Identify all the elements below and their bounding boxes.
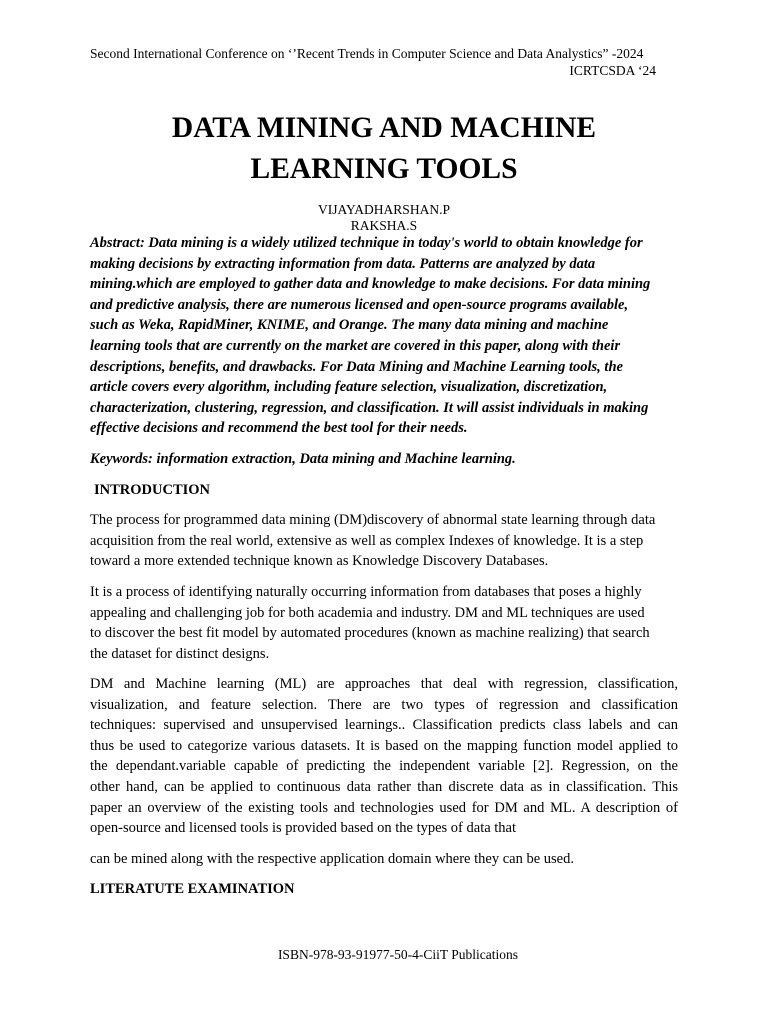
title-line-2: LEARNING TOOLS [250,153,518,185]
abstract-line: effective decisions and recommend the best tool for their needs. [90,420,468,437]
abstract-line: descriptions, benefits, and drawbacks. For Data Mining and Machine Learning tools, the [90,358,623,375]
section-heading-literature: LITERATUTE EXAMINATION [90,881,295,897]
section-heading-introduction: INTRODUCTION [94,482,211,498]
abstract-line: mining.which are employed to gather data and knowledge to make decisions. For data mining [90,276,651,293]
paragraph-line: appealing and challenging job for both academia and industry. DM and ML techniques are used [90,604,645,621]
paragraph-line: open-source and licensed tools is provided based on the types of data that [90,820,517,837]
paper-title [90,108,678,190]
paragraph-line: the dataset for distinct designs. [90,645,270,662]
paragraph-line: toward a more extended technique known as Knowledge Discovery Databases. [90,553,549,570]
abstract-line: such as Weka, RapidMiner, KNIME, and Orange. The many data mining and machine [90,317,609,334]
paragraph-line: thus be used to categorize various datasets. It is based on the mapping function model applied to [90,737,678,754]
abstract-line: article covers every algorithm, including feature selection, visualization, discretization, [90,379,608,396]
paragraph-line: techniques: supervised and unsupervised learnings.. Classification predicts class labels and can [90,717,678,734]
intro-paragraph-1 [90,510,678,572]
abstract-line: learning tools that are currently on the market are covered in this paper, along with their [90,337,621,354]
conference-acronym: ICRTCSDA ‘24 [569,63,656,78]
paragraph-line: DM and Machine learning (ML) are approaches that deal with regression, classification, [90,676,678,692]
paragraph-line: It is a process of identifying naturally occurring information from databases that poses a highly [90,584,642,600]
paragraph-line: paper an overview of the existing tools and technologies used for DM and ML. A description of [90,799,678,816]
intro-paragraph-2 [90,582,678,664]
abstract-line: making decisions by extracting information from data. Patterns are analyzed by data [90,255,596,272]
paragraph-line: can be mined along with the respective application domain where they can be used. [90,851,574,867]
intro-paragraph-3 [90,674,678,839]
abstract-line: and predictive analysis, there are numerous licensed and open-source programs available, [90,296,629,313]
abstract-line: characterization, clustering, regression, and classification. It will assist individuals in making [90,399,649,416]
abstract [90,233,678,439]
conference-header: Second International Conference on ‘’Recent Trends in Computer Science and Data Analystics” -2024 [90,46,644,61]
author-name: RAKSHA.S [350,218,418,233]
paragraph-line: The process for programmed data mining (DM)discovery of abnormal state learning through data [90,512,656,528]
paragraph-line: other hand, can be applied to continuous data rather than discrete data as in classification. This [90,778,678,795]
title-line-1: DATA MINING AND MACHINE [171,112,597,144]
abstract-line: Abstract: Data mining is a widely utilized technique in today's world to obtain knowledge for [90,235,643,251]
paragraph-line: visualization, and feature selection. There are two types of regression and classification [90,696,678,713]
paragraph-line: acquisition from the real world, extensive as well as complex Indexes of knowledge. It is a step [90,532,644,549]
paragraph-line: the dependant.variable capable of predicting the independent variable [2]. Regression, on the [90,758,678,775]
page-footer-isbn: ISBN-978-93-91977-50-4-CiiT Publications [277,947,519,962]
author-list [90,202,678,234]
author-name: VIJAYADHARSHAN.P [318,202,450,217]
intro-paragraph-4 [90,849,678,870]
keywords-line: Keywords: information extraction, Data mining and Machine learning. [90,451,516,467]
paragraph-line: to discover the best fit model by automated procedures (known as machine realizing) that search [90,625,650,642]
keywords [90,449,678,470]
